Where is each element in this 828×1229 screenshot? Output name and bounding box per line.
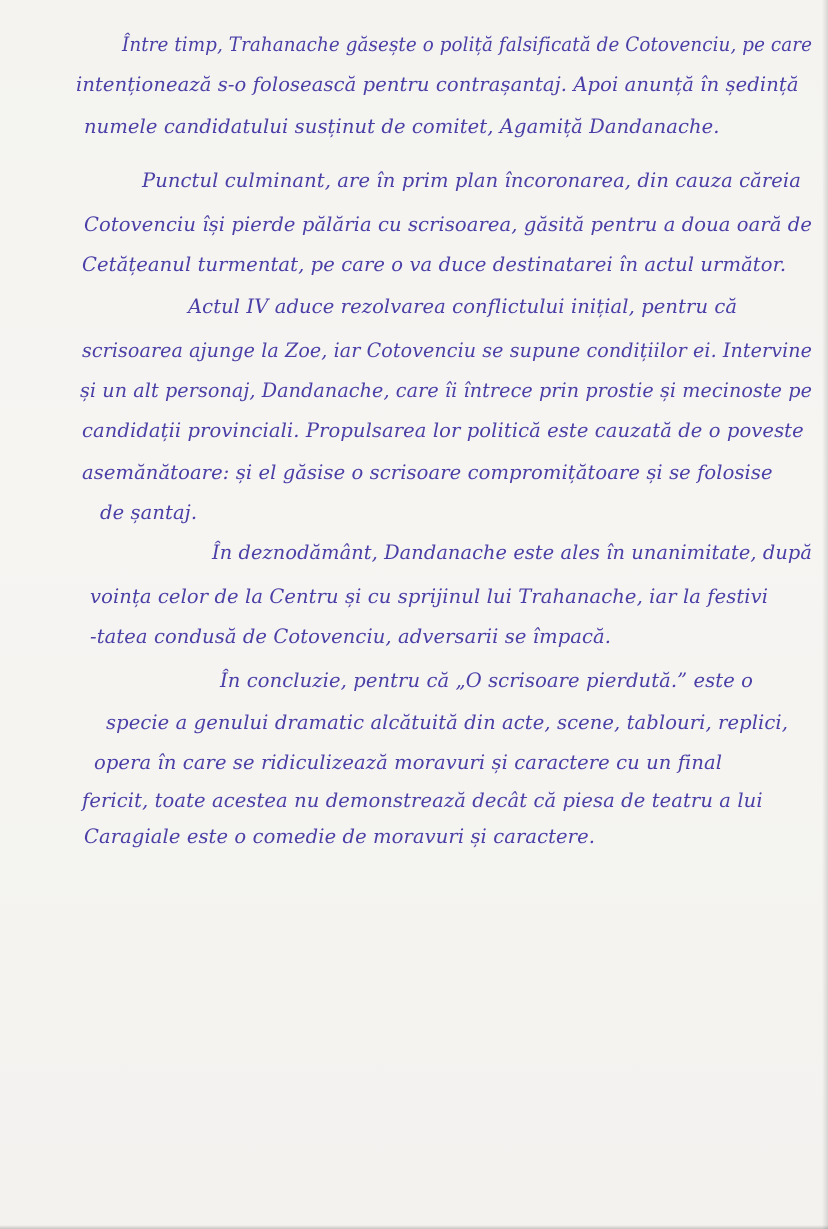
text-line: opera în care se ridiculizează moravuri și caractere cu un final: [94, 751, 723, 774]
text-line: numele candidatului susținut de comitet, Agamiță Dandanache.: [84, 115, 720, 138]
text-line: Caragiale este o comedie de moravuri și caractere.: [84, 825, 596, 848]
text-line: asemănătoare: și el găsise o scrisoare compromițătoare și se folosise: [82, 461, 773, 484]
text-line: de șantaj.: [100, 501, 198, 524]
text-line: candidații provinciali. Propulsarea lor politică este cauzată de o poveste: [82, 419, 804, 442]
text-line: Cotovenciu își pierde pălăria cu scrisoarea, găsită pentru a doua oară de: [84, 213, 813, 236]
text-line: voința celor de la Centru și cu sprijinul lui Trahanache, iar la festivi: [90, 585, 769, 608]
page-bottom-edge: [0, 1225, 828, 1229]
text-line: intenționează s-o folosească pentru contrașantaj. Apoi anunță în ședință: [76, 73, 799, 96]
text-line: fericit, toate acestea nu demonstrează decât că piesa de teatru a lui: [82, 789, 763, 812]
text-line: Punctul culminant, are în prim plan încoronarea, din cauza căreia: [142, 169, 801, 192]
text-line: Cetățeanul turmentat, pe care o va duce destinatarei în actul următor.: [82, 253, 787, 276]
text-line: În concluzie, pentru că „O scrisoare pierdută.” este o: [220, 669, 754, 692]
text-line: Între timp, Trahanache găsește o poliță falsificată de Cotovenciu, pe care: [122, 33, 813, 56]
text-line: specie a genului dramatic alcătuită din acte, scene, tablouri, replici,: [106, 711, 789, 734]
page-edge-shadow: [822, 0, 828, 1229]
text-line: scrisoarea ajunge la Zoe, iar Cotovenciu se supune condițiilor ei. Intervine: [82, 339, 813, 362]
text-line: Actul IV aduce rezolvarea conflictului inițial, pentru că: [188, 295, 738, 318]
text-line: În deznodământ, Dandanache este ales în unanimitate, după: [212, 541, 812, 564]
text-line: -tatea condusă de Cotovenciu, adversarii se împacă.: [90, 625, 612, 648]
text-line: și un alt personaj, Dandanache, care îi întrece prin prostie și mecinoste pe: [80, 379, 813, 402]
